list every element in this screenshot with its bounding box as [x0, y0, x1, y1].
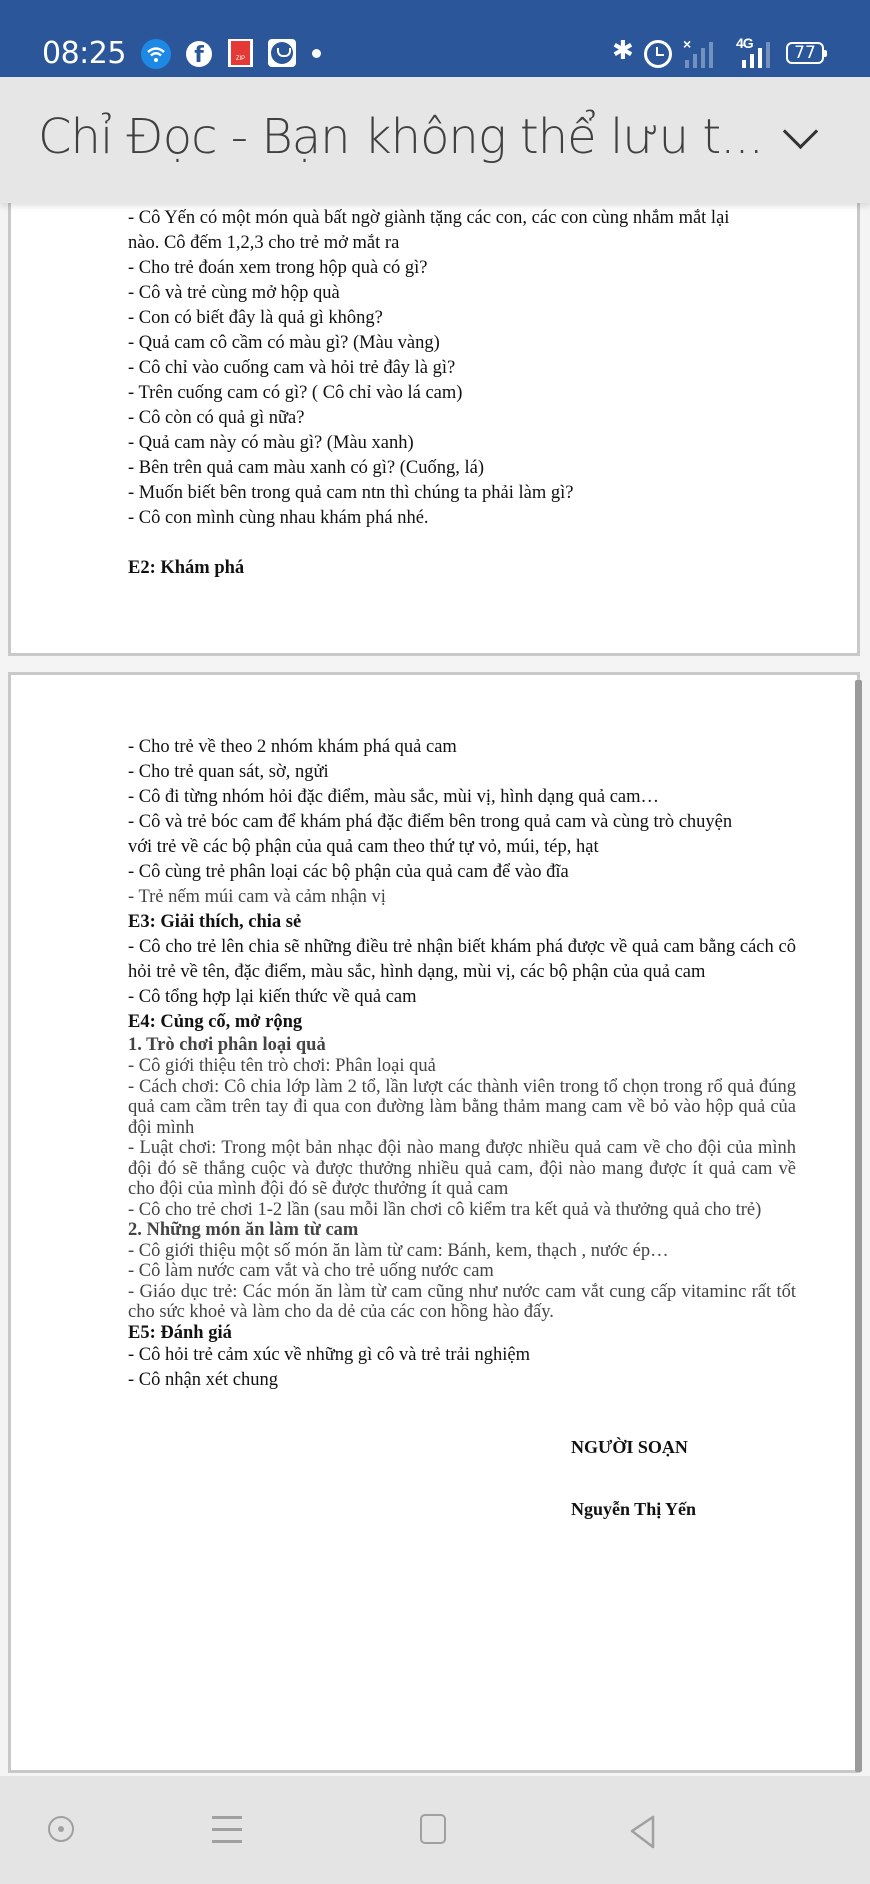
signal-4g-icon [732, 35, 778, 68]
chevron-down-icon[interactable] [783, 114, 818, 149]
document-viewer[interactable] [0, 203, 870, 1776]
recent-apps-button[interactable] [210, 1814, 246, 1850]
title-bar [0, 77, 870, 203]
status-bar [0, 0, 870, 77]
doc-line: với trẻ về các bộ phận của quả cam theo thứ tự vỏ, múi, tép, hạt [128, 837, 599, 857]
page-2-content [128, 735, 796, 1393]
doc-line: - Cô còn có quả gì nữa? [128, 408, 305, 428]
doc-line: - Trẻ nếm múi cam và cảm nhận vị [128, 887, 386, 907]
doc-line: - Con có biết đây là quả gì không? [128, 308, 383, 328]
doc-line: - Cô giới thiệu một số món ăn làm từ cam: Bánh, kem, thạch , nước ép… [128, 1240, 669, 1261]
navigation-bar [0, 1776, 870, 1884]
section-heading-e2: E2: Khám phá [128, 558, 245, 578]
section-heading-e4: E4: Củng cố, mở rộng [128, 1012, 303, 1032]
section-heading-e5: E5: Đánh giá [128, 1322, 232, 1343]
network-type-label: 4G [736, 35, 753, 51]
doc-line: - Bên trên quả cam màu xanh có gì? (Cuống, lá) [128, 458, 485, 478]
doc-paragraph: - Giáo dục trẻ: Các món ăn làm từ cam cũng như nước cam vắt cung cấp vitaminc rất tốt cho sức khoẻ và làm cho da dẻ của các con hồng hào đấy. [128, 1281, 796, 1322]
smile-app-icon [268, 39, 296, 67]
home-square-icon [420, 1814, 446, 1844]
doc-line: - Cô con mình cùng nhau khám phá nhé. [128, 508, 429, 528]
doc-line: - Cho trẻ đoán xem trong hộp quà có gì? [128, 258, 428, 278]
doc-line: - Cô tổng hợp lại kiến thức về quả cam [128, 987, 417, 1007]
doc-line: - Cô cùng trẻ phân loại các bộ phận của quả cam để vào đĩa [128, 862, 569, 882]
vertical-scrollbar[interactable] [855, 680, 862, 1772]
doc-line: - Cô và trẻ bóc cam để khám phá đặc điểm bên trong quả cam và cùng trò chuyện [128, 812, 733, 832]
doc-paragraph: - Luật chơi: Trong một bản nhạc đội nào mang được nhiều quả cam về cho đội của mình đội đó sẽ thắng cuộc và được thưởng nhiều quả cam, đội nào mang được ít quả cam về cho đội của mình đội đó sẽ được thưởng ít quả cam [128, 1138, 796, 1199]
doc-line: - Cô làm nước cam vắt và cho trẻ uống nước cam [128, 1261, 494, 1281]
back-triangle-icon [624, 1814, 660, 1850]
battery-level: 77 [794, 43, 816, 63]
doc-line: - Trên cuống cam có gì? ( Cô chỉ vào lá cam) [128, 383, 463, 403]
doc-line: nào. Cô đếm 1,2,3 cho trẻ mở mắt ra [128, 233, 400, 253]
wifi-icon [141, 39, 171, 69]
bluetooth-icon: ✱ [612, 36, 634, 66]
doc-line: - Cô Yến có một món quà bất ngờ giành tặng các con, các con cùng nhắm mắt lại [128, 208, 730, 228]
back-button[interactable] [624, 1814, 660, 1850]
home-button[interactable] [418, 1814, 454, 1850]
doc-paragraph: - Cô cho trẻ lên chia sẽ những điều trẻ nhận biết khám phá được về quả cam bằng cách cô hỏi trẻ về tên, đặc điểm, màu sắc, hình dạng, mùi vị, các bộ phận của quả cam [128, 937, 796, 982]
signal-no-service-icon: × [683, 40, 725, 68]
facebook-icon: f [186, 41, 212, 67]
document-page-1 [8, 203, 860, 656]
doc-line: - Cô đi từng nhóm hỏi đặc điểm, màu sắc, mùi vị, hình dạng quả cam… [128, 787, 660, 807]
subheading-game: 1. Trò chơi phân loại quả [128, 1035, 326, 1055]
notification-dot-icon [312, 49, 321, 58]
doc-line: - Cô chỉ vào cuống cam và hỏi trẻ đây là gì? [128, 358, 456, 378]
doc-line: - Quả cam cô cầm có màu gì? (Màu vàng) [128, 333, 440, 353]
doc-paragraph: - Cô cho trẻ chơi 1-2 lần (sau mỗi lần chơi cô kiểm tra kết quả và thưởng quả cho trẻ) [128, 1199, 762, 1220]
document-page-2 [8, 672, 860, 1773]
doc-line: - Cho trẻ về theo 2 nhóm khám phá quả cam [128, 737, 457, 757]
doc-line: - Quả cam này có màu gì? (Màu xanh) [128, 433, 414, 453]
signature-name: Nguyễn Thị Yến [571, 1499, 697, 1519]
doc-line: - Cô nhận xét chung [128, 1370, 279, 1390]
signature-title: NGƯỜI SOẠN [571, 1437, 688, 1457]
doc-line: - Cô hỏi trẻ cảm xúc về những gì cô và trẻ trải nghiệm [128, 1345, 531, 1365]
alarm-icon [644, 40, 672, 68]
status-time: 08:25 [42, 36, 126, 71]
battery-icon [786, 42, 824, 64]
doc-paragraph: - Cách chơi: Cô chia lớp làm 2 tổ, lần lượt các thành viên trong tổ chọn trong rổ quả đúng quả cam cầm trên tay đi qua con đường làm bằng thảm mang cam về bỏ vào hộp quả của đội mình [128, 1076, 796, 1138]
doc-line: - Cho trẻ quan sát, sờ, ngửi [128, 762, 329, 782]
subheading-food: 2. Những món ăn làm từ cam [128, 1220, 359, 1240]
document-title[interactable]: Chỉ Đọc - Bạn không thể lưu t... [38, 109, 763, 165]
zip-file-icon: ZIP [228, 39, 253, 67]
doc-line: - Muốn biết bên trong quả cam ntn thì chúng ta phải làm gì? [128, 483, 574, 503]
doc-line: - Cô và trẻ cùng mở hộp quà [128, 283, 340, 303]
assistant-button[interactable] [44, 1814, 80, 1850]
section-heading-e3: E3: Giải thích, chia sẻ [128, 912, 302, 932]
page-1-content [128, 206, 796, 581]
doc-line: - Cô giới thiệu tên trò chơi: Phân loại quả [128, 1056, 436, 1076]
